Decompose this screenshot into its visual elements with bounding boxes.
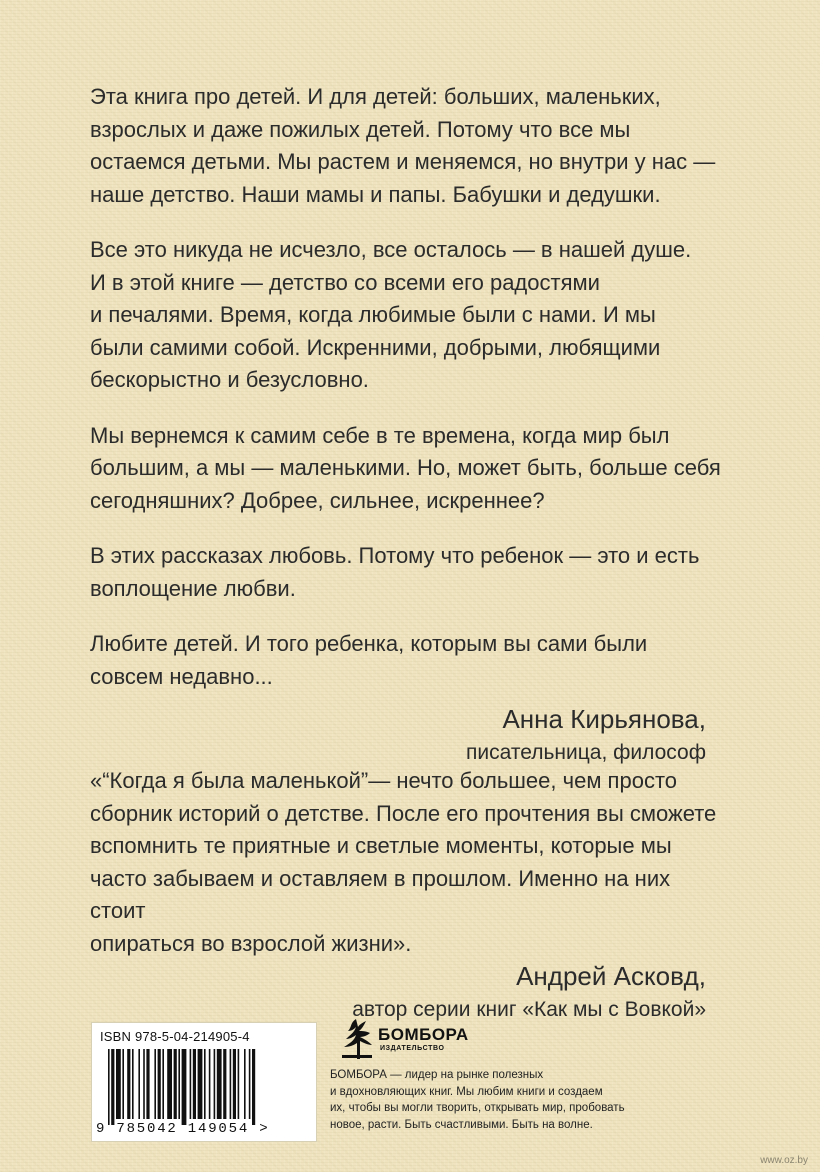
barcode-bar [214,1049,216,1119]
review-author-role: автор серии книг «Как мы с Вовкой» [352,998,706,1021]
barcode-bar [244,1049,246,1119]
isbn-barcode [91,1022,317,1142]
barcode-bar [111,1049,114,1125]
publisher-logo-name: БОМБОРА [378,1025,469,1044]
barcode-bar [190,1049,192,1119]
blurb-paragraph-4: В этих рассказах любовь. Потому что ребенок — это и есть воплощение любви. [90,543,700,601]
publisher-block [330,1015,660,1133]
barcode-bar [178,1049,180,1119]
blurb-paragraph-5: Любите детей. И того ребенка, которым вы сами были совсем недавно... [90,631,648,689]
publisher-logo-subtitle: ИЗДАТЕЛЬСТВО [380,1045,445,1052]
barcode-bar [158,1049,161,1119]
barcode-bar [146,1049,149,1119]
barcode-bar [238,1049,240,1119]
blurb-paragraph-2: Все это никуда не исчезло, все осталось — в нашей душе. И в этой книге — детство со всеми его радостями и печалями. Время, когда любимые были с нами. И мы были самими собой. Искренними, добрыми, любящими бескорыстно и безусловно. [90,237,692,392]
barcode-bar [204,1049,206,1119]
review-quote-section [90,765,730,1026]
blurb-signature [90,701,706,769]
watermark: www.oz.by [760,1155,808,1166]
barcode-bar [249,1049,251,1119]
barcode-bar [154,1049,156,1119]
blurb-author-role: писательница, философ [466,741,706,764]
barcode-bar [138,1049,140,1119]
barcode-digits: 9 785042 149054 > [96,1121,270,1137]
blurb-paragraph-1: Эта книга про детей. И для детей: больших, маленьких, взрослых и даже пожилых детей. Потому что все мы остаемся детьми. Мы растем и меняемся, но внутри у нас — наше детство. Наши мамы и папы. Бабушки и дедушки. [90,84,716,207]
barcode-bar [233,1049,236,1119]
barcode-bar [116,1049,121,1119]
review-quote-text: «“Когда я была маленькой”— нечто большее, чем просто сборник историй о детстве. После его прочтения вы сможете вспомнить те приятные и светлые моменты, которые мы часто забываем и оставляем в прошлом. Именно на них стоит опираться во взрослой жизни». [90,768,717,956]
barcode-bar [223,1049,226,1119]
barcode-bar [127,1049,130,1119]
barcode-bar [174,1049,177,1119]
barcode-bar [198,1049,203,1119]
blurb-author-name: Анна Кирьянова, [502,704,706,734]
barcode-bar [162,1049,164,1119]
blurb-section [90,81,730,769]
isbn-label: ISBN 978-5-04-214905-4 [100,1029,250,1044]
barcode-bars [106,1049,306,1125]
publisher-logo [330,1015,660,1065]
publisher-description: БОМБОРА — лидер на рынке полезных и вдохновляющих книг. Мы любим книги и создаем их, чтобы вы могли творить, открывать мир, пробовать новое, расти. Быть счастливыми. Быть на волне. [330,1069,625,1131]
barcode-bar [167,1049,172,1119]
review-author-name: Андрей Асковд, [516,961,706,991]
barcode-bar [193,1049,196,1119]
barcode-bar [230,1049,232,1119]
blurb-paragraph-3: Мы вернемся к самим себе в те времена, когда мир был большим, а мы — маленькими. Но, может быть, больше себя сегодняшних? Добрее, сильнее, искреннее? [90,422,721,513]
publisher-logo-icon [340,1017,374,1061]
barcode-bar [122,1049,124,1119]
barcode-bar [217,1049,222,1119]
barcode-bar [182,1049,187,1125]
barcode-bar [132,1049,134,1119]
barcode-bar [108,1049,110,1125]
barcode-bar [209,1049,211,1119]
barcode-bar [143,1049,145,1119]
barcode-bar [252,1049,255,1125]
